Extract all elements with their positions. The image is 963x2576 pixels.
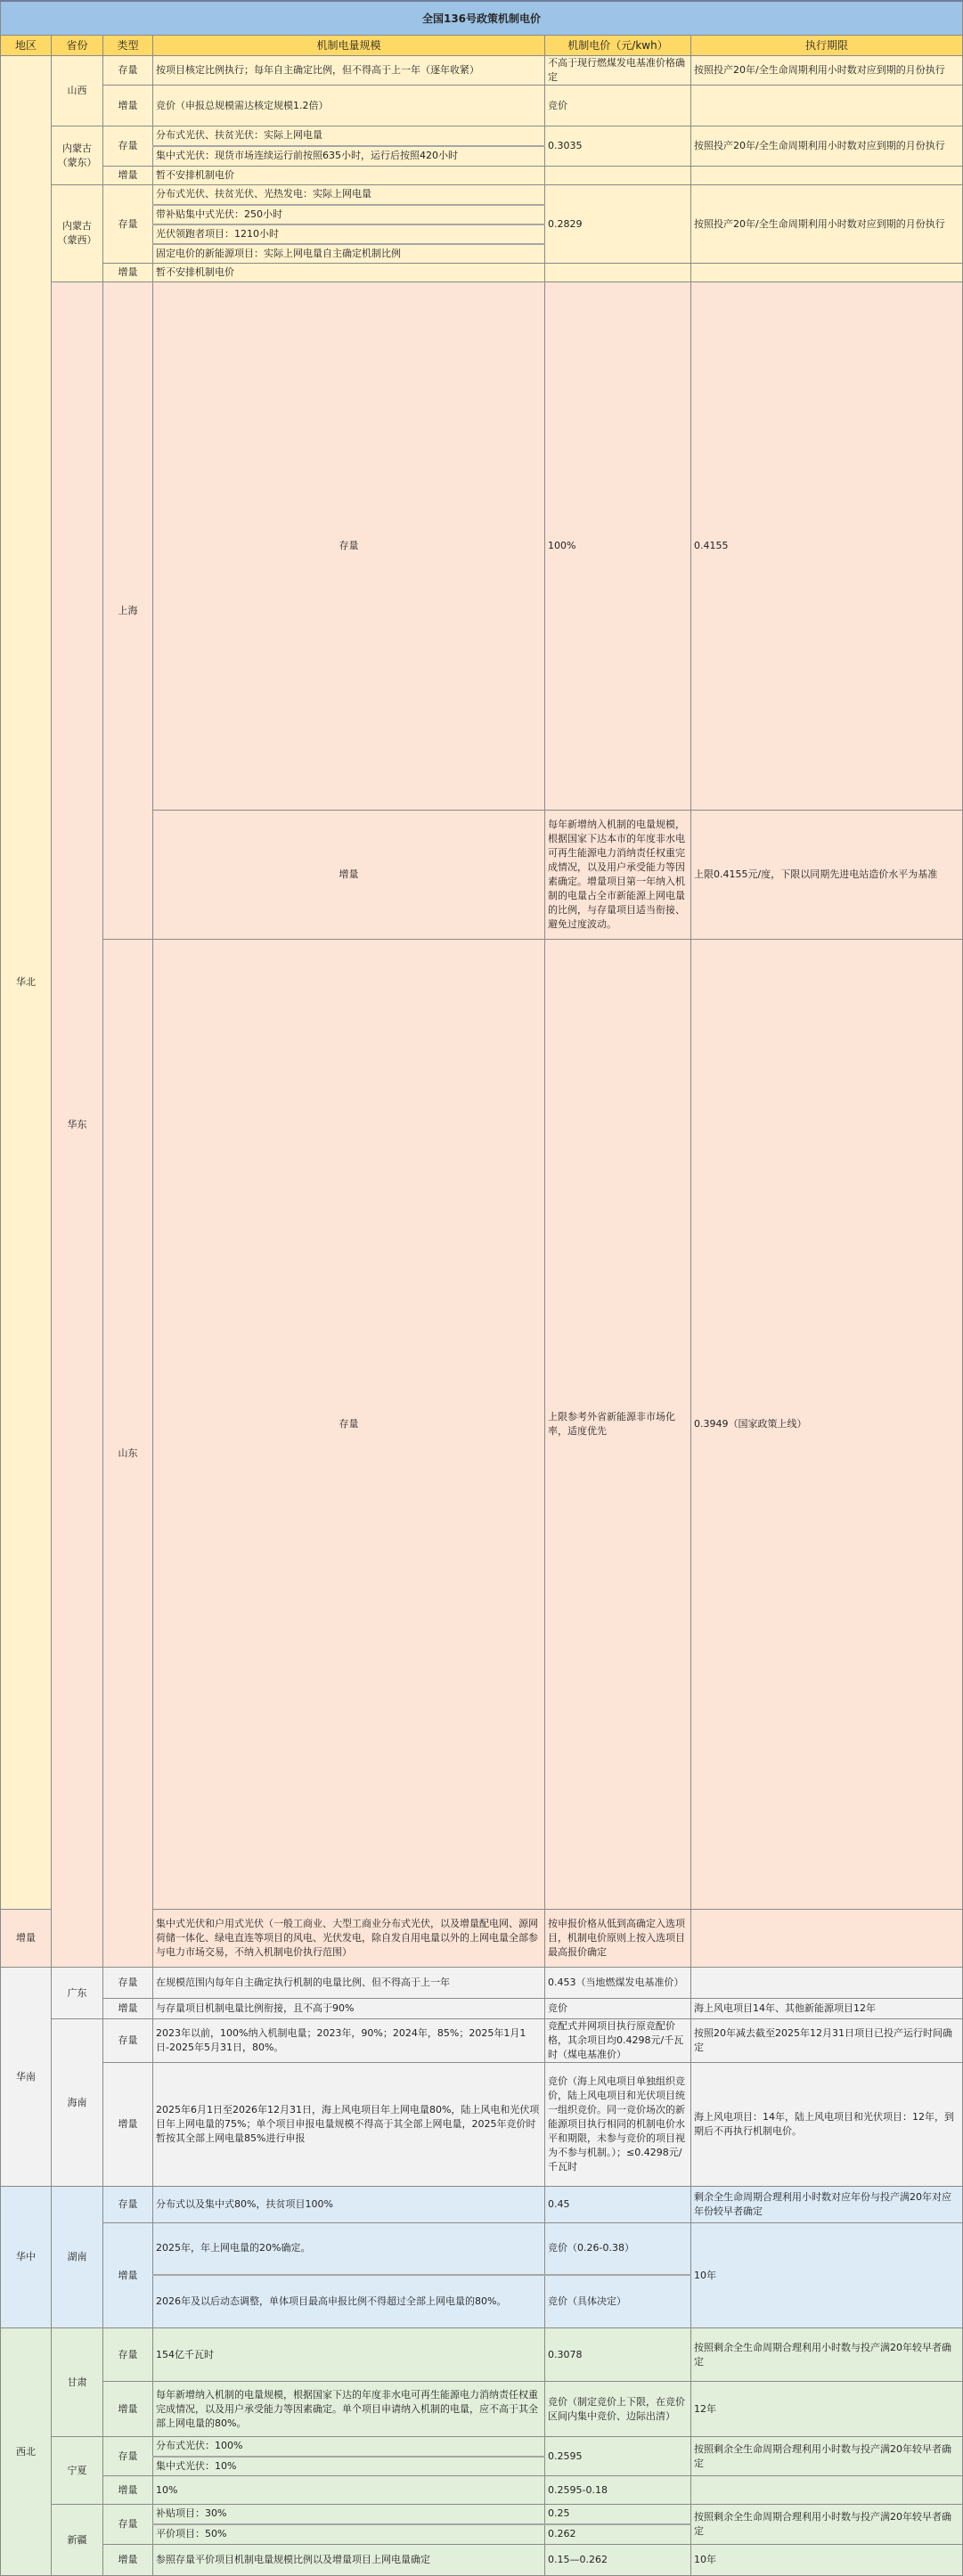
- type-cell: 增量: [103, 264, 153, 282]
- table-row: [1, 282, 963, 811]
- province-cell: 湖南: [52, 2187, 103, 2328]
- price-cell: [545, 264, 691, 282]
- scale-cell: 暂不安排机制电价: [153, 167, 545, 185]
- scale-cell: 集中式光伏：现货市场连续运行前按照635小时，运行后按照420小时: [153, 146, 545, 167]
- type-cell: 增量: [103, 2545, 153, 2576]
- period-cell: [691, 167, 963, 185]
- province-cell: 宁夏: [52, 2437, 103, 2505]
- scale-cell: 带补贴集中式光伏：250小时: [153, 205, 545, 224]
- price-cell: 0.2595: [545, 2437, 691, 2476]
- type-cell: 增量: [103, 86, 153, 126]
- price-cell: 竞价（0.26-0.38）: [545, 2223, 691, 2275]
- period-cell: [691, 264, 963, 282]
- table-row: [1, 126, 963, 146]
- price-cell: 竞价（海上风电项目单独组织竞价，陆上风电项目和光伏项目统一组织竞价。同一竞价场次的新能源项目执行相同的机制电价水平和期限，未参与竞价的项目视为不参与机制。）；≤0.4298元/千瓦时: [545, 2063, 691, 2187]
- scale-cell: 每年新增纳入机制的电量规模，根据国家下达的年度非水电可再生能源电力消纳责任权重完成情况，以及用户承受能力等因素确定。单个项目申请纳入机制的电量，应不高于其全部上网电量的80%。: [153, 2382, 545, 2437]
- type-cell: 存量: [103, 2328, 153, 2382]
- type-cell: 增量: [103, 2063, 153, 2187]
- type-cell: 存量: [103, 2019, 153, 2063]
- price-cell: 0.2595-0.18: [545, 2476, 691, 2505]
- scale-cell: 分布式光伏、扶贫光伏：实际上网电量: [153, 126, 545, 146]
- scale-cell: 2023年以前，100%纳入机制电量；2023年，90%；2024年，85%；2025年1月1日-2025年5月31日，80%。: [153, 2019, 545, 2063]
- type-cell: 存量: [103, 1968, 153, 1999]
- price-cell: 竞价: [545, 1999, 691, 2019]
- region-cell: 华北: [1, 56, 52, 1910]
- scale-cell: 在规模范围内每年自主确定执行机制的电量比例、但不得高于上一年: [153, 1968, 545, 1999]
- period-cell: 海上风电项目：14年，陆上风电项目和光伏项目：12年，到期后不再执行机制电价。: [691, 2063, 963, 2187]
- price-cell: 0.15—0.262: [545, 2545, 691, 2576]
- period-cell: 10年: [691, 2223, 963, 2328]
- period-cell: 按照投产20年/全生命周期利用小时数对应到期的月份执行: [691, 126, 963, 167]
- table-row: [1, 1968, 963, 1999]
- region-cell: 华东: [52, 282, 103, 1968]
- price-cell: 上限0.4155元/度，下限以同期先进电站造价水平为基准: [691, 811, 963, 940]
- type-cell: 存量: [103, 2437, 153, 2476]
- period-cell: [691, 86, 963, 126]
- table-row: [1, 2328, 963, 2382]
- type-cell: 存量: [103, 185, 153, 264]
- type-cell: 存量: [103, 2187, 153, 2223]
- type-cell: 增量: [153, 811, 545, 940]
- scale-cell: 平价项目：50%: [153, 2524, 545, 2545]
- region-cell: 西北: [1, 2328, 52, 2576]
- table-row: [1, 2476, 963, 2505]
- province-cell: 海南: [52, 2019, 103, 2187]
- province-cell: 内蒙古（蒙西）: [52, 185, 103, 282]
- price-cell: 0.453（当地燃煤发电基准价）: [545, 1968, 691, 1999]
- type-cell: 增量: [1, 1910, 52, 1968]
- col-header-type: 类型: [103, 36, 153, 56]
- type-cell: 增量: [103, 1999, 153, 2019]
- col-header-province: 省份: [52, 36, 103, 56]
- province-cell: 山东: [103, 940, 153, 1968]
- region-cell: 华中: [1, 2187, 52, 2328]
- price-cell: [545, 167, 691, 185]
- scale-cell: 参照存量平价项目机制电量规模比例以及增量项目上网电量确定: [153, 2545, 545, 2576]
- table-row: [1, 2437, 963, 2457]
- period-cell: [691, 1968, 963, 1999]
- type-cell: 增量: [103, 2223, 153, 2328]
- table-row: [1, 2382, 963, 2437]
- scale-cell: 按项目核定比例执行；每年自主确定比例，但不得高于上一年（逐年收紧）: [153, 56, 545, 86]
- table-row: [1, 2223, 963, 2275]
- period-cell: [691, 1910, 963, 1968]
- price-cell: 不高于现行燃煤发电基准价格确定: [545, 56, 691, 86]
- scale-cell: 补贴项目：30%: [153, 2505, 545, 2524]
- scale-cell: 10%: [153, 2476, 545, 2505]
- table-row: [1, 2019, 963, 2063]
- period-cell: 12年: [691, 2382, 963, 2437]
- period-cell: 按照剩余全生命周期合理利用小时数与投产满20年较早者确定: [691, 2505, 963, 2545]
- type-cell: 存量: [103, 2505, 153, 2545]
- price-cell: 0.262: [545, 2524, 691, 2545]
- period-cell: 按照投产20年/全生命周期利用小时数对应到期的月份执行: [691, 56, 963, 86]
- price-cell: 竞价（制定竞价上下限，在竞价区间内集中竞价、边际出清）: [545, 2382, 691, 2437]
- price-cell: 0.25: [545, 2505, 691, 2524]
- price-cell: 0.45: [545, 2187, 691, 2223]
- scale-cell: 集中式光伏：10%: [153, 2457, 545, 2476]
- type-cell: 存量: [103, 56, 153, 86]
- period-cell: 按照剩余全生命周期合理利用小时数与投产满20年较早者确定: [691, 2437, 963, 2476]
- period-cell: 按照20年减去截至2025年12月31日项目已投产运行时间确定: [691, 2019, 963, 2063]
- scale-cell: 154亿千瓦时: [153, 2328, 545, 2382]
- table-row: [1, 940, 963, 1910]
- table-row: [1, 167, 963, 185]
- type-cell: 存量: [103, 126, 153, 167]
- scale-cell: 分布式光伏：100%: [153, 2437, 545, 2457]
- table-row: [1, 264, 963, 282]
- period-cell: 剩余全生命周期合理利用小时数对应年份与投产满20年对应年份较早者确定: [691, 2187, 963, 2223]
- scale-cell: 每年新增纳入机制的电量规模，根据国家下达本市的年度非水电可再生能源电力消纳责任权重完成情况，以及用户承受能力等因素确定。增量项目第一年纳入机制的电量占全市新能源上网电量的比例，与存量项目适当衔接、避免过度波动。: [545, 811, 691, 940]
- period-cell: 按照投产20年/全生命周期利用小时数对应到期的月份执行: [691, 185, 963, 264]
- col-header-scale: 机制电量规模: [153, 36, 545, 56]
- period-cell: [691, 2476, 963, 2505]
- table-row: [1, 86, 963, 126]
- col-header-period: 执行期限: [691, 36, 963, 56]
- table-title: 全国136号政策机制电价: [1, 1, 963, 36]
- table-row: [1, 185, 963, 205]
- price-cell: 0.3035: [545, 126, 691, 167]
- type-cell: 存量: [153, 282, 545, 811]
- scale-cell: 固定电价的新能源项目：实际上网电量自主确定机制比例: [153, 244, 545, 264]
- col-header-price: 机制电价（元/kwh）: [545, 36, 691, 56]
- province-cell: 内蒙古（蒙东）: [52, 126, 103, 185]
- type-cell: 存量: [153, 940, 545, 1910]
- region-cell: 华南: [1, 1968, 52, 2187]
- scale-cell: 竞价（申报总规模需达核定规模1.2倍）: [153, 86, 545, 126]
- table-row: [1, 2063, 963, 2187]
- province-cell: 广东: [52, 1968, 103, 2019]
- price-cell: 0.4155: [691, 282, 963, 811]
- price-cell: 竞价（具体决定）: [545, 2275, 691, 2328]
- scale-cell: 分布式光伏、扶贫光伏、光热发电：实际上网电量: [153, 185, 545, 205]
- province-cell: 上海: [103, 282, 153, 940]
- type-cell: 增量: [103, 2476, 153, 2505]
- price-cell: 0.3949（国家政策上线）: [691, 940, 963, 1910]
- type-cell: 增量: [103, 167, 153, 185]
- scale-cell: 与存量项目机制电量比例衔接，且不高于90%: [153, 1999, 545, 2019]
- price-cell: 竞配式并网项目执行原竞配价格，其余项目均0.4298元/千瓦时（煤电基准价）: [545, 2019, 691, 2063]
- price-cell: 0.3078: [545, 2328, 691, 2382]
- table-row: [1, 2545, 963, 2576]
- scale-cell: 暂不安排机制电价: [153, 264, 545, 282]
- scale-cell: 100%: [545, 282, 691, 811]
- table-row: [1, 56, 963, 86]
- scale-cell: 光伏领跑者项目：1210小时: [153, 224, 545, 244]
- price-cell: 竞价: [545, 86, 691, 126]
- table-row: [1, 1999, 963, 2019]
- period-cell: 10年: [691, 2545, 963, 2576]
- scale-cell: 上限参考外省新能源非市场化率，适度优先: [545, 940, 691, 1910]
- col-header-region: 地区: [1, 36, 52, 56]
- scale-cell: 2025年，年上网电量的20%确定。: [153, 2223, 545, 2275]
- price-cell: 0.2829: [545, 185, 691, 264]
- scale-cell: 2026年及以后动态调整，单体项目最高申报比例不得超过全部上网电量的80%。: [153, 2275, 545, 2328]
- scale-cell: 分布式以及集中式80%，扶贫项目100%: [153, 2187, 545, 2223]
- province-cell: 甘肃: [52, 2328, 103, 2437]
- table-row: [1, 2505, 963, 2524]
- type-cell: 增量: [103, 2382, 153, 2437]
- period-cell: 海上风电项目14年、其他新能源项目12年: [691, 1999, 963, 2019]
- scale-cell: 2025年6月1日至2026年12月31日，海上风电项目年上网电量80%，陆上风电和光伏项目年上网电量的75%；单个项目申报电量规模不得高于其全部上网电量，2025年竞价时暂按其全部上网电量85%进行申报: [153, 2063, 545, 2187]
- province-cell: 山西: [52, 56, 103, 126]
- price-cell: 按申报价格从低到高确定入选项目，机制电价原则上按入选项目最高报价确定: [545, 1910, 691, 1968]
- province-cell: 新疆: [52, 2505, 103, 2576]
- period-cell: 按照剩余全生命周期合理利用小时数与投产满20年较早者确定: [691, 2328, 963, 2382]
- table-row: [1, 2187, 963, 2223]
- scale-cell: 集中式光伏和户用式光伏（一般工商业、大型工商业分布式光伏，以及增量配电网、源网荷储一体化、绿电直连等项目的风电、光伏发电，除自发自用电量以外的上网电量全部参与电力市场交易，不纳入机制电价执行范围）: [153, 1910, 545, 1968]
